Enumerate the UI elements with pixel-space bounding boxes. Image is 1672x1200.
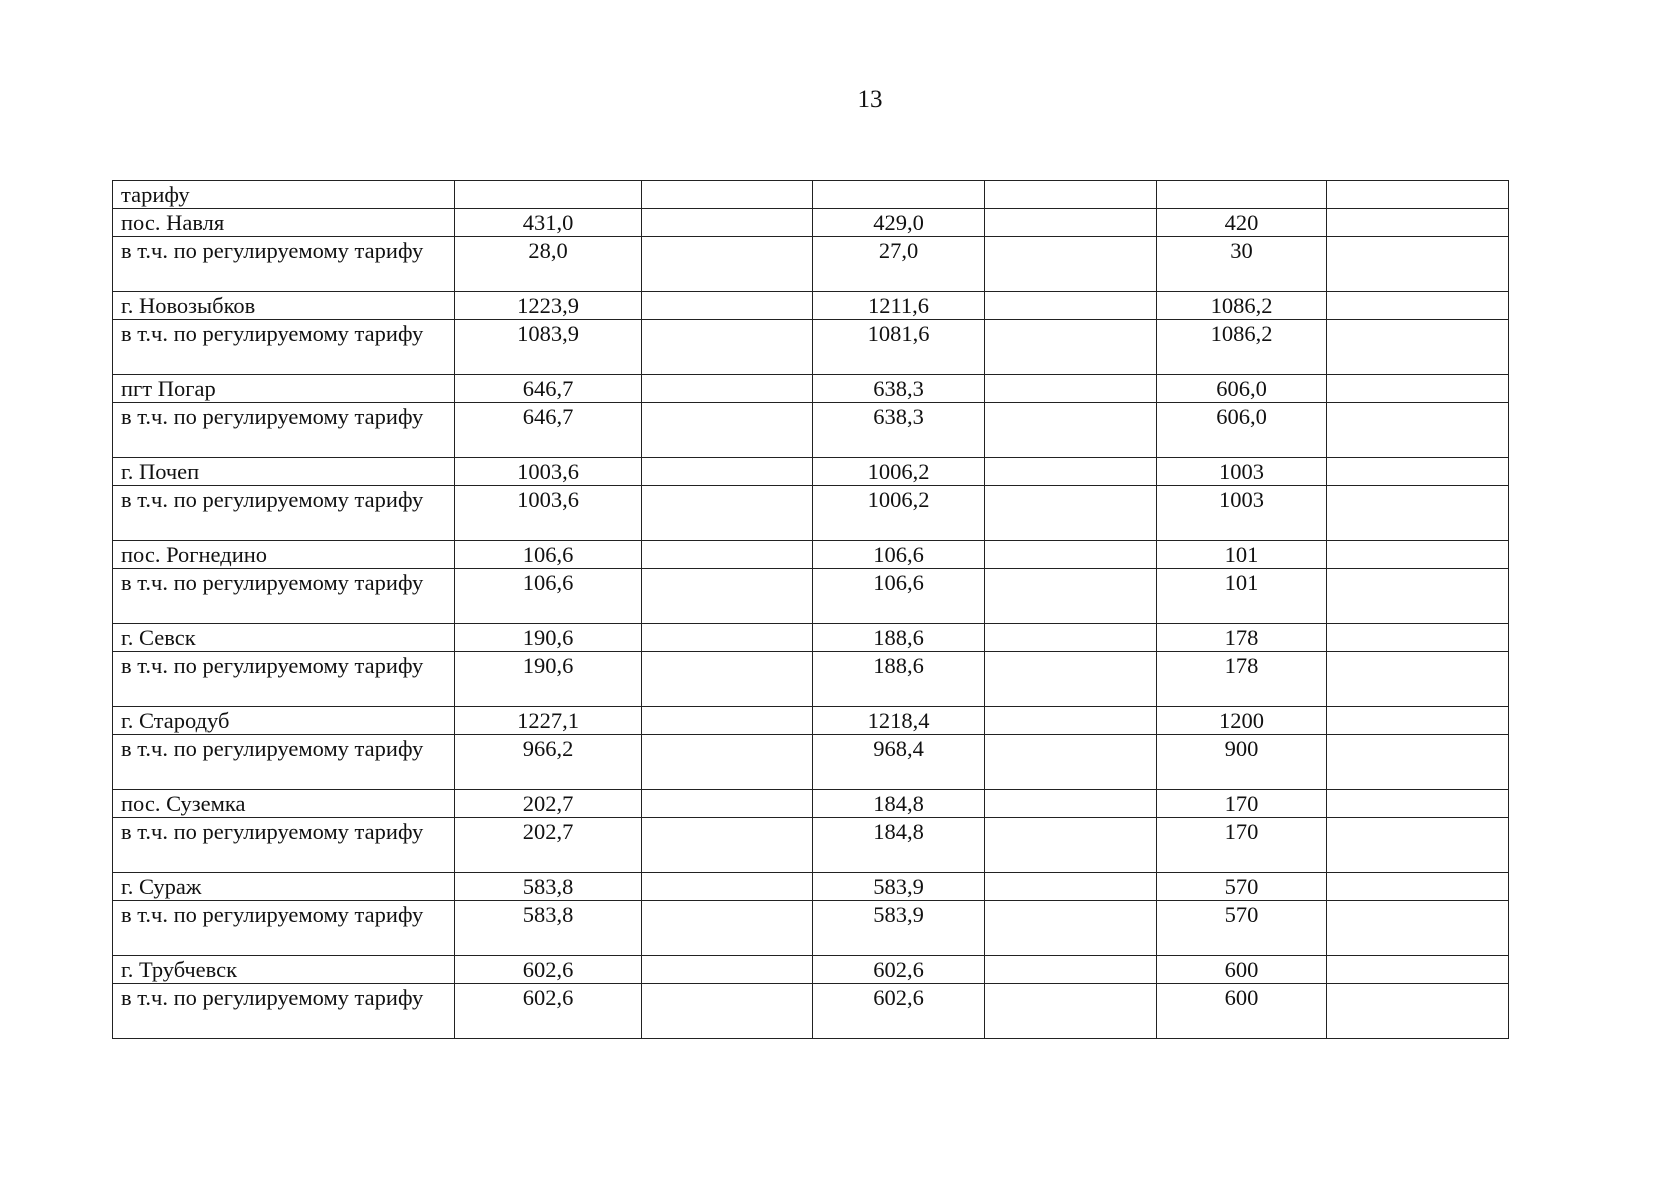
row-label-cell: в т.ч. по регулируемому тарифу: [113, 569, 455, 624]
value-cell-col3: [813, 181, 985, 209]
empty-cell-col4: [985, 790, 1157, 818]
value-cell-col5: 1086,2: [1157, 292, 1327, 320]
table-row: [113, 375, 1509, 403]
value-cell-col5: 30: [1157, 237, 1327, 292]
row-label-cell: в т.ч. по регулируемому тарифу: [113, 403, 455, 458]
row-label-cell: в т.ч. по регулируемому тарифу: [113, 320, 455, 375]
value-cell-col3: 188,6: [813, 652, 985, 707]
value-cell-col3: 638,3: [813, 375, 985, 403]
row-label-cell: г. Новозыбков: [113, 292, 455, 320]
empty-cell-col2: [642, 209, 813, 237]
data-table: [112, 180, 1509, 1039]
row-label-cell: в т.ч. по регулируемому тарифу: [113, 237, 455, 292]
empty-cell-col4: [985, 901, 1157, 956]
value-cell-col3: 106,6: [813, 569, 985, 624]
value-cell-col1: 190,6: [455, 624, 642, 652]
value-cell-col1: 966,2: [455, 735, 642, 790]
value-cell-col5: 1200: [1157, 707, 1327, 735]
value-cell-col1: 202,7: [455, 818, 642, 873]
table-row: [113, 901, 1509, 956]
value-cell-col5: 570: [1157, 873, 1327, 901]
value-cell-col5: 178: [1157, 624, 1327, 652]
value-cell-col3: 1218,4: [813, 707, 985, 735]
empty-cell-col2: [642, 403, 813, 458]
empty-cell-col2: [642, 984, 813, 1039]
value-cell-col3: 188,6: [813, 624, 985, 652]
empty-cell-col4: [985, 569, 1157, 624]
value-cell-col3: 429,0: [813, 209, 985, 237]
row-label-cell: г. Сураж: [113, 873, 455, 901]
table-row: [113, 569, 1509, 624]
value-cell-col1: 106,6: [455, 569, 642, 624]
value-cell-col5: 178: [1157, 652, 1327, 707]
value-cell-col3: 184,8: [813, 818, 985, 873]
empty-cell-col4: [985, 956, 1157, 984]
row-label-cell: в т.ч. по регулируемому тарифу: [113, 735, 455, 790]
value-cell-col3: 638,3: [813, 403, 985, 458]
empty-cell-col2: [642, 375, 813, 403]
value-cell-col5: 101: [1157, 569, 1327, 624]
value-cell-col1: 646,7: [455, 375, 642, 403]
table-row: [113, 624, 1509, 652]
table-row: [113, 458, 1509, 486]
empty-cell-col6: [1327, 707, 1509, 735]
empty-cell-col2: [642, 458, 813, 486]
empty-cell-col4: [985, 237, 1157, 292]
value-cell-col3: 583,9: [813, 873, 985, 901]
row-label-cell: г. Почеп: [113, 458, 455, 486]
value-cell-col1: 431,0: [455, 209, 642, 237]
empty-cell-col6: [1327, 541, 1509, 569]
empty-cell-col4: [985, 873, 1157, 901]
row-label-cell: г. Стародуб: [113, 707, 455, 735]
table-row: [113, 873, 1509, 901]
value-cell-col1: 583,8: [455, 901, 642, 956]
empty-cell-col2: [642, 292, 813, 320]
table-row: [113, 818, 1509, 873]
row-label-cell: в т.ч. по регулируемому тарифу: [113, 901, 455, 956]
table-body: [113, 181, 1509, 1039]
row-label-cell: г. Трубчевск: [113, 956, 455, 984]
value-cell-col3: 968,4: [813, 735, 985, 790]
value-cell-col1: 1227,1: [455, 707, 642, 735]
value-cell-col1: 28,0: [455, 237, 642, 292]
value-cell-col5: 900: [1157, 735, 1327, 790]
empty-cell-col2: [642, 486, 813, 541]
empty-cell-col2: [642, 901, 813, 956]
value-cell-col1: 106,6: [455, 541, 642, 569]
empty-cell-col4: [985, 320, 1157, 375]
empty-cell-col4: [985, 486, 1157, 541]
empty-cell-col4: [985, 652, 1157, 707]
row-label-cell: пгт Погар: [113, 375, 455, 403]
empty-cell-col6: [1327, 292, 1509, 320]
empty-cell-col4: [985, 458, 1157, 486]
table-row: [113, 209, 1509, 237]
empty-cell-col6: [1327, 818, 1509, 873]
row-label-cell: пос. Рогнедино: [113, 541, 455, 569]
empty-cell-col6: [1327, 486, 1509, 541]
empty-cell-col4: [985, 181, 1157, 209]
value-cell-col1: 1083,9: [455, 320, 642, 375]
value-cell-col3: 106,6: [813, 541, 985, 569]
row-label-cell: пос. Суземка: [113, 790, 455, 818]
value-cell-col1: 602,6: [455, 984, 642, 1039]
empty-cell-col2: [642, 624, 813, 652]
value-cell-col5: 420: [1157, 209, 1327, 237]
value-cell-col3: 1006,2: [813, 458, 985, 486]
value-cell-col3: 27,0: [813, 237, 985, 292]
value-cell-col3: 602,6: [813, 984, 985, 1039]
empty-cell-col2: [642, 569, 813, 624]
empty-cell-col4: [985, 624, 1157, 652]
empty-cell-col4: [985, 375, 1157, 403]
value-cell-col1: 583,8: [455, 873, 642, 901]
value-cell-col5: 600: [1157, 956, 1327, 984]
value-cell-col1: 190,6: [455, 652, 642, 707]
value-cell-col1: 202,7: [455, 790, 642, 818]
table-row: [113, 486, 1509, 541]
value-cell-col5: 600: [1157, 984, 1327, 1039]
value-cell-col5: 606,0: [1157, 375, 1327, 403]
empty-cell-col6: [1327, 403, 1509, 458]
empty-cell-col6: [1327, 624, 1509, 652]
table-row: [113, 320, 1509, 375]
value-cell-col1: 1223,9: [455, 292, 642, 320]
empty-cell-col2: [642, 707, 813, 735]
table-row: [113, 541, 1509, 569]
empty-cell-col4: [985, 735, 1157, 790]
empty-cell-col4: [985, 209, 1157, 237]
value-cell-col1: 602,6: [455, 956, 642, 984]
empty-cell-col6: [1327, 790, 1509, 818]
empty-cell-col4: [985, 818, 1157, 873]
empty-cell-col2: [642, 818, 813, 873]
table-row: [113, 237, 1509, 292]
empty-cell-col6: [1327, 873, 1509, 901]
page-number: 13: [857, 86, 883, 113]
row-label-cell: тарифу: [113, 181, 455, 209]
value-cell-col1: [455, 181, 642, 209]
empty-cell-col2: [642, 873, 813, 901]
value-cell-col5: 1086,2: [1157, 320, 1327, 375]
value-cell-col1: 646,7: [455, 403, 642, 458]
row-label-cell: в т.ч. по регулируемому тарифу: [113, 818, 455, 873]
empty-cell-col2: [642, 735, 813, 790]
table-row: [113, 735, 1509, 790]
empty-cell-col6: [1327, 735, 1509, 790]
row-label-cell: в т.ч. по регулируемому тарифу: [113, 652, 455, 707]
value-cell-col3: 1211,6: [813, 292, 985, 320]
value-cell-col3: 583,9: [813, 901, 985, 956]
empty-cell-col6: [1327, 375, 1509, 403]
table-row: [113, 292, 1509, 320]
table-row: [113, 707, 1509, 735]
value-cell-col5: 606,0: [1157, 403, 1327, 458]
empty-cell-col2: [642, 652, 813, 707]
empty-cell-col2: [642, 181, 813, 209]
empty-cell-col2: [642, 790, 813, 818]
empty-cell-col6: [1327, 956, 1509, 984]
value-cell-col5: 170: [1157, 818, 1327, 873]
value-cell-col3: 1081,6: [813, 320, 985, 375]
table-row: [113, 790, 1509, 818]
empty-cell-col2: [642, 320, 813, 375]
empty-cell-col6: [1327, 320, 1509, 375]
table-row: [113, 403, 1509, 458]
row-label-cell: пос. Навля: [113, 209, 455, 237]
value-cell-col5: [1157, 181, 1327, 209]
empty-cell-col6: [1327, 652, 1509, 707]
row-label-cell: г. Севск: [113, 624, 455, 652]
empty-cell-col6: [1327, 458, 1509, 486]
value-cell-col5: 1003: [1157, 458, 1327, 486]
empty-cell-col6: [1327, 209, 1509, 237]
empty-cell-col2: [642, 541, 813, 569]
table-row: [113, 652, 1509, 707]
empty-cell-col6: [1327, 237, 1509, 292]
empty-cell-col2: [642, 237, 813, 292]
value-cell-col5: 570: [1157, 901, 1327, 956]
value-cell-col1: 1003,6: [455, 458, 642, 486]
value-cell-col1: 1003,6: [455, 486, 642, 541]
empty-cell-col4: [985, 984, 1157, 1039]
value-cell-col3: 184,8: [813, 790, 985, 818]
value-cell-col5: 170: [1157, 790, 1327, 818]
table-row: [113, 956, 1509, 984]
empty-cell-col4: [985, 403, 1157, 458]
empty-cell-col6: [1327, 181, 1509, 209]
empty-cell-col6: [1327, 569, 1509, 624]
table-row: [113, 181, 1509, 209]
empty-cell-col2: [642, 956, 813, 984]
empty-cell-col4: [985, 292, 1157, 320]
empty-cell-col4: [985, 707, 1157, 735]
empty-cell-col4: [985, 541, 1157, 569]
value-cell-col5: 101: [1157, 541, 1327, 569]
table-row: [113, 984, 1509, 1039]
value-cell-col3: 1006,2: [813, 486, 985, 541]
row-label-cell: в т.ч. по регулируемому тарифу: [113, 486, 455, 541]
value-cell-col3: 602,6: [813, 956, 985, 984]
value-cell-col5: 1003: [1157, 486, 1327, 541]
row-label-cell: в т.ч. по регулируемому тарифу: [113, 984, 455, 1039]
empty-cell-col6: [1327, 901, 1509, 956]
empty-cell-col6: [1327, 984, 1509, 1039]
